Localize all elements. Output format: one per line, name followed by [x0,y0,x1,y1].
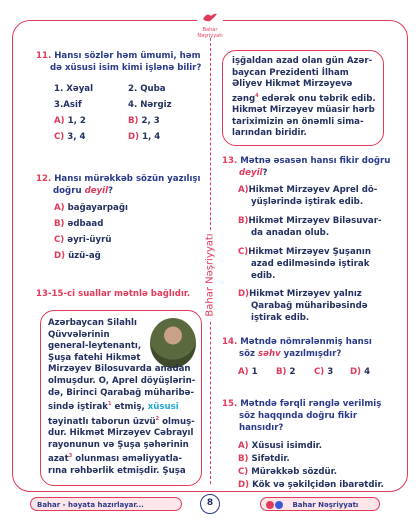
q14-option-d-text: 4 [364,367,371,377]
passage-left-line: general-leytenantı, [48,341,142,352]
q14-title-line2-b: səhv [258,349,281,359]
section-heading: 13-15-ci suallar mətnlə bağlıdır. [36,289,191,299]
q13-option-a-text2: yüşlərində iştirak edib. [251,197,364,207]
footnote-3: 3 [68,453,73,460]
footer-publisher-name: Bahar Nəşriyyatı [292,501,359,509]
q13-number: 13. [222,156,238,166]
q12-option-c-letter: C) [54,235,65,245]
q12-option-a-text: bağayarpağı [67,203,128,213]
q11-option-b[interactable] [128,115,160,127]
q14-number: 14. [222,337,238,347]
q12-option-b[interactable] [54,218,103,230]
q14-title-line2-c: yazılmışdır? [280,349,342,359]
passage-right-line [232,91,382,105]
passage-left-text: sində iştirak [48,402,109,413]
q14-option-c[interactable] [314,366,333,378]
q14-option-a-text: 1 [251,367,258,377]
q13-title-line2-c: ? [262,168,268,178]
q14-title [222,336,372,360]
page-number: 8 [200,494,220,514]
q11-item-4: 4. Nərgiz [128,100,172,110]
q11-option-a[interactable] [54,115,86,127]
passage-left-line: Azərbaycan Silahlı [48,318,137,328]
passage-right-line: işğaldan azad olan gün Azər- [232,56,373,66]
q14-option-a-letter: A) [238,367,249,377]
passage-left-text: etmiş, [111,402,148,413]
q11-option-d-letter: D) [128,132,140,142]
q15-option-b-letter: B) [238,454,249,464]
passage-left-line: dur. Hikmət Mirzəyev Cəbrayıl [48,428,194,439]
bird-logo-icon [202,11,218,23]
passage-left-line: Qüvvələrinin [48,329,110,340]
passage-left-line: Mirzəyev Bilosuvarda anadan [48,364,191,375]
q11-item-3: 3.Asif [54,100,82,110]
q11-option-b-letter: B) [128,116,139,126]
passage-right-line: Hikmət Mirzəyev müasir hərb [232,105,375,116]
passage-right-text: zəng [232,93,256,104]
q13-option-d-text3: iştirak edib. [251,313,310,323]
passage-left-text: olunması əməliyyatla- [72,454,183,465]
passage-right [232,56,382,140]
q11-title [36,50,201,74]
q13-option-c-letter: C) [238,247,249,257]
q13-option-b-text2: da anadan olub. [251,228,330,238]
q13-title-line2: deyil [239,168,263,178]
q12-title-line1: Hansı mürəkkəb sözün yazılışı [54,174,201,184]
q11-option-c[interactable] [54,131,85,143]
passage-left-line [48,451,198,465]
q12-number: 12. [36,174,52,184]
q12-option-c-text: əyri-üyrü [67,235,112,245]
passage-left-line: rayonunun və Şuşa şəhərinin [48,439,189,450]
q14-option-a[interactable] [238,366,258,378]
q11-option-d[interactable] [128,131,160,143]
q15-option-d-letter: D) [238,480,250,490]
vertical-brand-text: Bahar Nəşriyyatı [205,230,216,319]
q15-title [222,398,381,434]
q15-option-a-text: Xüsusi isimdir. [251,441,322,451]
facebook-icon [275,501,283,509]
q13-option-c-text2: azad edilməsində iştirak [251,259,370,269]
passage-left-line: rına rəhbərlik etmişdir. Şuşa [48,465,186,476]
q13-option-c-text: Hikmət Mirzəyev Şuşanın [248,247,371,257]
q14-option-c-text: 3 [327,367,334,377]
instagram-icon [266,501,274,509]
q13-title-line1: Mətnə əsasən hansı fikir doğru [240,156,391,166]
q11-option-c-text: 3, 4 [67,132,86,142]
passage-left-line: olmuşdur. O, Aprel döyüşlərin- [48,375,196,386]
footnote-2: 2 [155,415,160,422]
q11-option-d-text: 1, 4 [142,132,161,142]
q15-number: 15. [222,399,238,409]
q15-title-line1: Mətndə fərqli rənglə verilmiş [240,399,382,409]
q12-option-d-letter: D) [54,251,66,261]
q13-option-a-text: Hikmət Mirzəyev Aprel dö- [248,185,378,195]
q15-option-c-letter: C) [238,467,249,477]
logo-subtitle: Nəşriyyatı [197,33,223,39]
footer-slogan: Bahar - həyata hazırlayar... [30,497,182,511]
q14-option-c-letter: C) [314,367,325,377]
q11-title-line1: Hansı sözlər həm ümumi, həm [54,51,201,61]
q12-option-a[interactable] [54,202,128,214]
passage-left-text: təyinatlı taborun üzvü [48,416,156,427]
q12-option-b-letter: B) [54,219,65,229]
q15-option-a-letter: A) [238,441,249,451]
q13-option-c-text3: edib. [251,271,276,281]
q13-option-d[interactable] [238,288,368,324]
q13-option-a-letter: A) [238,185,249,195]
publisher-logo [197,8,223,39]
q11-item-1: 1. Xəyal [54,84,94,94]
logo-title: Bahar [202,27,218,33]
q15-option-a[interactable] [238,440,322,452]
q15-title-line3: hansıdır? [239,423,284,433]
q15-option-b-text: Sifətdir. [251,454,290,464]
q12-option-a-letter: A) [54,203,65,213]
q15-option-d-text: Kök və şəkilçidən ibarətdir. [252,480,384,490]
passage-left-text: azat [48,454,69,465]
q14-option-d[interactable] [350,366,370,378]
q12-title-line2-a: doğru [53,186,85,196]
q13-option-a[interactable] [238,184,377,208]
passage-left-line [48,399,198,413]
highlighted-word: xüsusi [147,402,179,413]
passage-left-text: olmuş- [159,416,195,427]
q13-option-b-letter: B) [238,216,249,226]
q11-option-b-text: 2, 3 [141,116,160,126]
social-icons [261,501,286,509]
q13-option-d-letter: D) [238,289,250,299]
q11-option-a-text: 1, 2 [67,116,86,126]
q11-item-2: 2. Quba [128,84,166,94]
footnote-1: 1 [108,401,112,408]
passage-left-line: Şuşa fatehi Hikmət [48,352,141,363]
q12-title-line2-c: ? [108,186,114,196]
q15-option-c-text: Mürəkkəb sözdür. [251,467,337,477]
q14-option-b[interactable] [276,366,295,378]
q14-option-b-letter: B) [276,367,287,377]
q12-title [36,173,201,197]
q15-title-line2: söz haqqında doğru fikir [239,411,358,421]
q13-title [222,155,390,179]
q12-option-d-text: üzü-ağ [68,251,101,261]
q12-option-d[interactable] [54,250,101,262]
passage-right-text: edərək onu təbrik edib. [258,93,376,104]
q11-number: 11. [36,51,52,61]
q15-option-d[interactable] [238,479,384,491]
passage-right-line: larından biridir. [232,128,307,139]
q11-option-c-letter: C) [54,132,65,142]
q14-title-line1: Mətndə nömrələnmiş hansı [240,337,372,347]
q12-title-line2-b: deyil [84,186,109,196]
passage-right-line: tariximizin ən önəmli sima- [232,116,364,127]
q15-option-c[interactable] [238,466,337,478]
q13-option-b[interactable] [238,215,382,239]
passage-left-line [48,414,198,428]
footer-publisher [260,497,380,511]
q13-option-c[interactable] [238,246,371,282]
q14-option-d-letter: D) [350,367,362,377]
q13-option-d-text2: Qarabağ müharibəsində [251,301,368,311]
passage-right-line: baycan Prezidenti İlham [232,67,349,78]
q12-option-c[interactable] [54,234,112,246]
passage-right-line: Əliyev Hikmət Mirzəyevə [232,79,353,90]
q13-option-b-text: Hikmət Mirzəyev Biləsuvar- [248,216,382,226]
q12-option-b-text: ədbaad [67,219,104,229]
footnote-4: 4 [255,92,259,99]
q11-title-line2: də xüsusi isim kimi işlənə bilir? [50,63,202,73]
q15-option-b[interactable] [238,453,290,465]
q11-option-a-letter: A) [54,116,65,126]
q13-option-d-text: Hikmət Mirzəyev yalnız [249,289,362,299]
passage-left [48,318,198,477]
q14-title-line2-a: söz [239,349,259,359]
passage-left-line: də, Birinci Qarabağ müharibə- [48,387,195,398]
q14-option-b-text: 2 [289,367,296,377]
